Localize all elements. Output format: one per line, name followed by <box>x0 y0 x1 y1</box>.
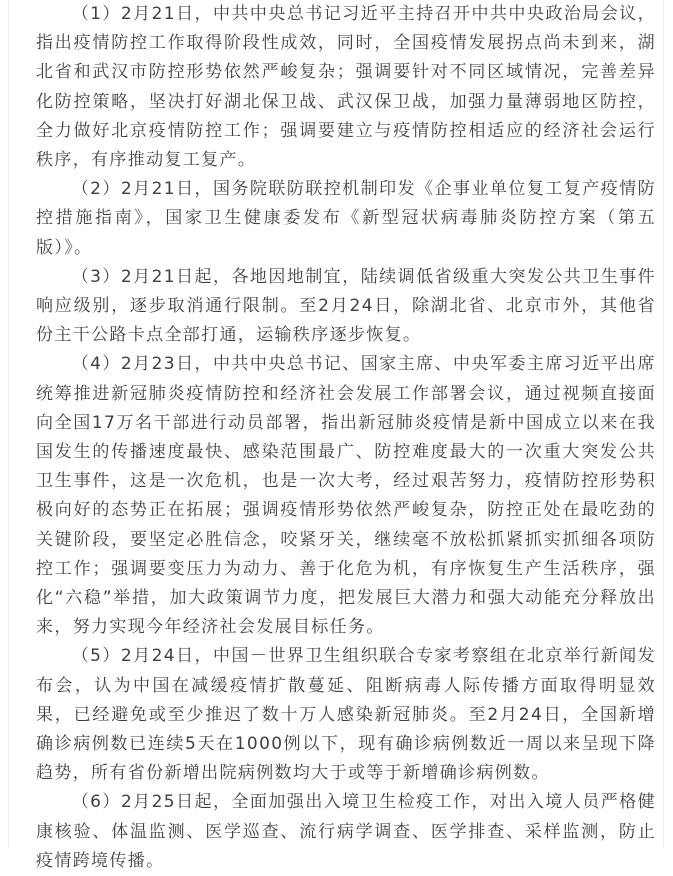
paragraph-4: （4）2月23日，中共中央总书记、国家主席、中央军委主席习近平出席统筹推进新冠肺炎疫情防控和经济社会发展工作部署会议，通过视频直接面向全国17万名干部进行动员部署，指出新冠肺炎疫情是新中国成立以来在我国发生的传播速度最快、感染范围最广、防控难度最大的一次重大突发公共卫生事件，这是一次危机，也是一次大考，经过艰苦努力，疫情防控形势积极向好的态势正在拓展；强调疫情形势依然严峻复杂，防控正处在最吃劲的关键阶段，要坚定必胜信念，咬紧牙关，继续毫不放松抓紧抓实抓细各项防控工作；强调要变压力为动力、善于化危为机，有序恢复生产生活秩序，强化“六稳”举措，加大政策调节力度，把发展巨大潜力和强大动能充分释放出来，努力实现今年经济社会发展目标任务。 <box>36 354 656 638</box>
document-frame <box>8 0 664 871</box>
article-body <box>36 0 656 876</box>
paragraph-3: （3）2月21日起，各地因地制宜，陆续调低省级重大突发公共卫生事件响应级别，逐步取消通行限制。至2月24日，除湖北省、北京市外，其他省份主干公路卡点全部打通，运输秩序逐步恢复。 <box>36 266 656 346</box>
paragraph-2: （2）2月21日，国务院联防联控机制印发《企事业单位复工复产疫情防控措施指南》，国家卫生健康委发布《新型冠状病毒肺炎防控方案（第五版）》。 <box>36 179 656 258</box>
paragraph-5: （5）2月24日，中国－世界卫生组织联合专家考察组在北京举行新闻发布会，认为中国在减缓疫情扩散蔓延、阻断病毒人际传播方面取得明显效果，已经避免或至少推迟了数十万人感染新冠肺炎。至2月24日，全国新增确诊病例数已连续5天在1000例以下，现有确诊病例数近一周以来呈现下降趋势，所有省份新增出院病例数均大于或等于新增确诊病例数。 <box>36 646 656 784</box>
paragraph-6: （6）2月25日起，全面加强出入境卫生检疫工作，对出入境人员严格健康核验、体温监测、医学巡查、流行病学调查、医学排查、采样监测，防止疫情跨境传播。 <box>36 792 656 871</box>
paragraph-1: （1）2月21日，中共中央总书记习近平主持召开中共中央政治局会议，指出疫情防控工作取得阶段性成效，同时，全国疫情发展拐点尚未到来，湖北省和武汉市防控形势依然严峻复杂；强调要针对不同区域情况，完善差异化防控策略，坚决打好湖北保卫战、武汉保卫战，加强力量薄弱地区防控，全力做好北京疫情防控工作；强调要建立与疫情防控相适应的经济社会运行秩序，有序推动复工复产。 <box>36 4 656 171</box>
